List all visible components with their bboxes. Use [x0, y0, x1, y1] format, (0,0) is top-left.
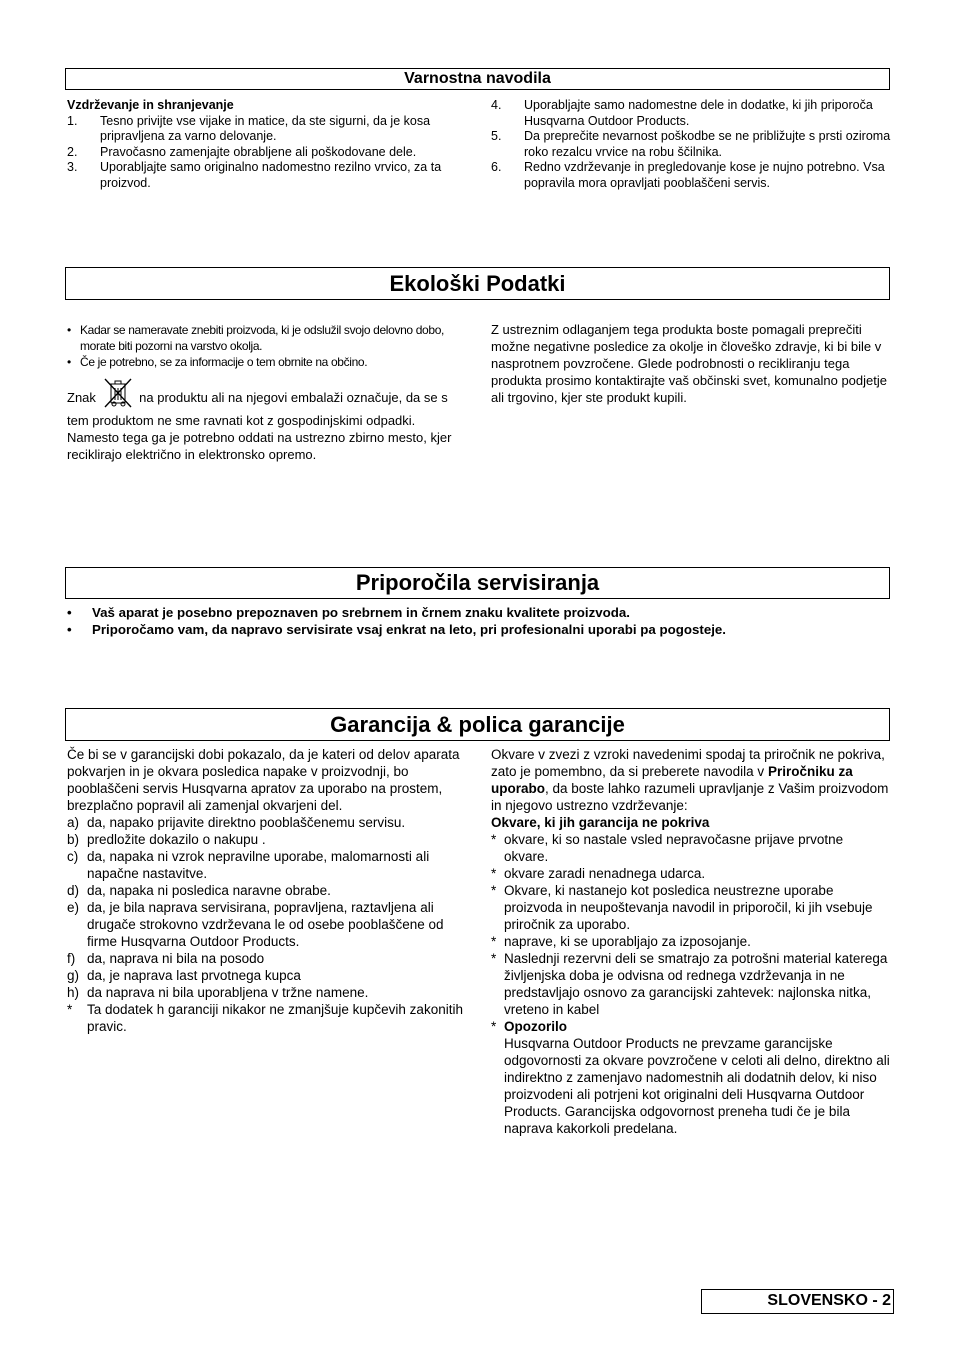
warranty-condition — [67, 848, 467, 882]
list-text: Tesno privijte vse vijake in matice, da ste sigurni, da je kosa pripravljena za varno delovanje. — [100, 113, 431, 143]
warranty-conditions-list — [67, 814, 467, 1035]
bullet-dot: • — [67, 355, 71, 369]
not-covered-text: okvare, ki so nastale vsled nepravočasne prijave prvotne okvare. — [504, 832, 844, 864]
not-covered-item — [491, 950, 891, 1018]
list-text: da, napaka ni posledica naravne obrabe. — [87, 883, 331, 898]
warranty-condition — [67, 1001, 467, 1035]
not-covered-text: okvare zaradi nenadnega udarca. — [504, 866, 706, 881]
safety-list-right — [491, 98, 891, 191]
not-covered-item — [491, 933, 891, 950]
asterisk: * — [491, 866, 497, 881]
eco-bullet-text: Kadar se nameravate znebiti proizvoda, ki je odslužil svojo delovno dobo, morate biti pozorni na varstvo okolja. — [80, 323, 445, 353]
eco-symbol-prefix: Znak — [67, 390, 96, 405]
safety-item — [491, 98, 891, 129]
list-number: 4. — [491, 98, 502, 112]
eco-right-text: Z ustreznim odlaganjem tega produkta boste pomagali preprečiti možne negativne posledice za okolje in človeško zdravje, ki bi bile v nasprotnem povzročene. Glede podrobnosti o recikliranju tega produkta prosimo kontaktirajte vaš občinski svet, komunalno podjetje ali trgovino, kjer ste produkt kupili. — [491, 322, 887, 405]
not-covered-item — [491, 865, 891, 882]
eco-bullet — [67, 354, 467, 370]
warranty-condition — [67, 967, 467, 984]
list-text: da, je bila naprava servisirana, popravljena, raztavljena ali drugače strokovno vzdrževana le od osebe pooblaščene od firme Husqvarna Outdoor Products. — [87, 900, 444, 949]
safety-list-left — [67, 114, 467, 192]
eco-bullet-text: Če je potrebno, se za informacije o tem obrnite na občino. — [80, 355, 368, 369]
list-text: Ta dodatek h garanciji nikakor ne zmanjšuje kupčevih zakonitih pravic. — [87, 1002, 463, 1034]
warranty-condition — [67, 882, 467, 899]
list-number: 5. — [491, 129, 502, 143]
safety-title: Varnostna navodila — [65, 68, 890, 90]
safety-item — [67, 114, 467, 145]
eco-bullet-list — [67, 322, 467, 370]
page-footer-label: SLOVENSKO - 2 — [701, 1289, 894, 1314]
manual-reference: Priročniku za uporabo — [491, 764, 853, 796]
list-number: e) — [67, 900, 80, 915]
service-bullet — [65, 604, 825, 621]
warranty-intro: Če bi se v garancijski dobi pokazalo, da je kateri od delov aparata pokvarjen in je okvara posledica napake v proizvodnji, bo pooblaščeni servis Husqvarna apratov za uporabo na prostem, brezplačno popravil ali zamenjal okvarjeni del. — [67, 747, 460, 813]
list-text: da, naprava ni bila na posodo — [87, 951, 265, 966]
warranty-condition — [67, 950, 467, 967]
list-number: 6. — [491, 160, 502, 174]
crossed-out-wheelie-bin-icon — [102, 378, 134, 412]
service-bullet-text: Vaš aparat je posebno prepoznaven po srebrnem in črnem znaku kvalitete proizvoda. — [92, 605, 630, 620]
right-intro-part-2: , da boste lahko razumeli upravljanje z Vašim proizvodom in njegovo ustrezno vzdrževanje: — [491, 781, 889, 813]
safety-item — [67, 160, 467, 191]
safety-left-column — [67, 98, 467, 191]
not-covered-list — [491, 831, 891, 1018]
service-bullet — [65, 621, 825, 638]
eco-symbol-paragraph — [67, 378, 467, 463]
eco-title: Ekološki Podatki — [65, 267, 890, 300]
not-covered-title: Okvare, ki jih garancija ne pokriva — [491, 815, 710, 830]
list-text: Pravočasno zamenjajte obrabljene ali poškodovane dele. — [100, 144, 417, 159]
list-number: 1. — [67, 113, 78, 128]
eco-bullet — [67, 322, 467, 354]
list-number: d) — [67, 883, 80, 898]
list-text: da, je naprava last prvotnega kupca — [87, 968, 301, 983]
asterisk: * — [491, 934, 497, 949]
list-number: 3. — [67, 160, 78, 174]
warranty-left-column — [67, 746, 467, 1035]
warranty-condition — [67, 899, 467, 950]
service-title: Priporočila servisiranja — [65, 567, 890, 599]
warranty-condition — [67, 814, 467, 831]
bullet-dot: • — [67, 323, 71, 337]
list-number: b) — [67, 832, 80, 847]
safety-item — [491, 160, 891, 191]
list-number: * — [67, 1002, 73, 1017]
list-number: c) — [67, 849, 79, 864]
list-number: 2. — [67, 144, 78, 159]
not-covered-item — [491, 831, 891, 865]
asterisk: * — [491, 832, 497, 847]
warranty-condition — [67, 984, 467, 1001]
bullet-dot: • — [67, 605, 72, 620]
warning-title: Opozorilo — [504, 1019, 567, 1034]
list-text: da naprava ni bila uporabljena v tržne namene. — [87, 985, 369, 1000]
not-covered-text: naprave, ki se uporabljajo za izposojanje. — [504, 934, 751, 949]
safety-item — [491, 129, 891, 160]
list-text: Da preprečite nevarnost poškodbe se ne približujte s prsti oziroma roko rezalcu vrvice na robu ščilnika. — [524, 129, 891, 159]
eco-left-column — [67, 322, 467, 463]
safety-item — [67, 145, 467, 161]
not-covered-text: Naslednji rezervni deli se smatrajo za potrošni material katerega življenjska doba je odvisna od rednega vzdrževanja in ne predstavljajo osnovo za garancijski zahtevek: najlonska nitka, vreteno in kabel — [504, 951, 888, 1017]
service-bullet-text: Priporočamo vam, da napravo servisirate vsaj enkrat na leto, pri profesionalni uporabi pa pogosteje. — [92, 622, 727, 637]
service-bullet-list — [65, 604, 825, 638]
asterisk: * — [491, 951, 497, 966]
list-text: da, napaka ni vzrok nepravilne uporabe, malomarnosti ali napačne nastavitve. — [87, 849, 430, 881]
eco-symbol-text: na produktu ali na njegovi embalaži označuje, da se s tem produktom ne sme ravnati kot z gospodinjskimi odpadki. Namesto tega ga je potrebno oddati na ustrezno zbirno mesto, kjer reciklirajo električno in elektronsko opremo. — [67, 390, 452, 462]
warranty-right-column — [491, 746, 891, 1137]
not-covered-text: Okvare, ki nastanejo kot posledica neustrezne uporabe proizvoda in neupoštevanja navodil in priporočil, ki jih vsebuje priročnik za uporabo. — [504, 883, 873, 932]
right-intro-part-1: Okvare v zvezi z vzroki navedenimi spodaj ta priročnik ne pokriva, zato je pomembno, da si preberete navodila v — [491, 747, 885, 779]
list-text: da, napako prijavite direktno pooblaščenemu servisu. — [87, 815, 406, 830]
warning-item: * Opozorilo Husqvarna Outdoor Products ne prevzame garancijske odgovornosti za okvare povzročene v celoti ali delno, direktno ali indirektno z zamenjavo nadomestnih ali dodatnih delov, ki niso proizvodeni ali potrjeni kot originalni deli Husqvarna Outdoor Products. Garancijska odgovornost preneha tudi če je bila naprava kakorkoli predelana. — [491, 1019, 890, 1136]
safety-subtitle: Vzdrževanje in shranjevanje — [67, 98, 234, 112]
warranty-right-intro — [491, 746, 891, 814]
list-number: h) — [67, 985, 80, 1000]
warranty-condition — [67, 831, 467, 848]
list-number: g) — [67, 968, 80, 983]
list-text: predložite dokazilo o nakupu . — [87, 832, 266, 847]
list-text: Redno vzdrževanje in pregledovanje kose je nujno potrebno. Vsa popravila mora opravljati pooblaščeni servis. — [524, 160, 885, 190]
not-covered-item — [491, 882, 891, 933]
warning-text: Husqvarna Outdoor Products ne prevzame garancijske odgovornosti za okvare povzročene v celoti ali delno, direktno ali indirektno z zamenjavo nadomestnih ali dodatnih delov, ki niso proizvodeni ali potrjeni kot originalni deli Husqvarna Outdoor Products. Garancijska odgovornost preneha tudi če je bila naprava kakorkoli predelana. — [504, 1036, 890, 1136]
list-number: a) — [67, 815, 80, 830]
eco-right-column — [491, 321, 893, 406]
asterisk: * — [491, 883, 497, 898]
bullet-dot: • — [67, 622, 72, 637]
safety-right-column — [491, 98, 891, 191]
warranty-title: Garancija & polica garancije — [65, 708, 890, 741]
list-number: f) — [67, 951, 76, 966]
list-text: Uporabljajte samo nadomestne dele in dodatke, ki jih priporoča Husqvarna Outdoor Products. — [524, 98, 873, 128]
list-text: Uporabljajte samo originalno nadomestno rezilno vrvico, za ta proizvod. — [100, 160, 442, 190]
